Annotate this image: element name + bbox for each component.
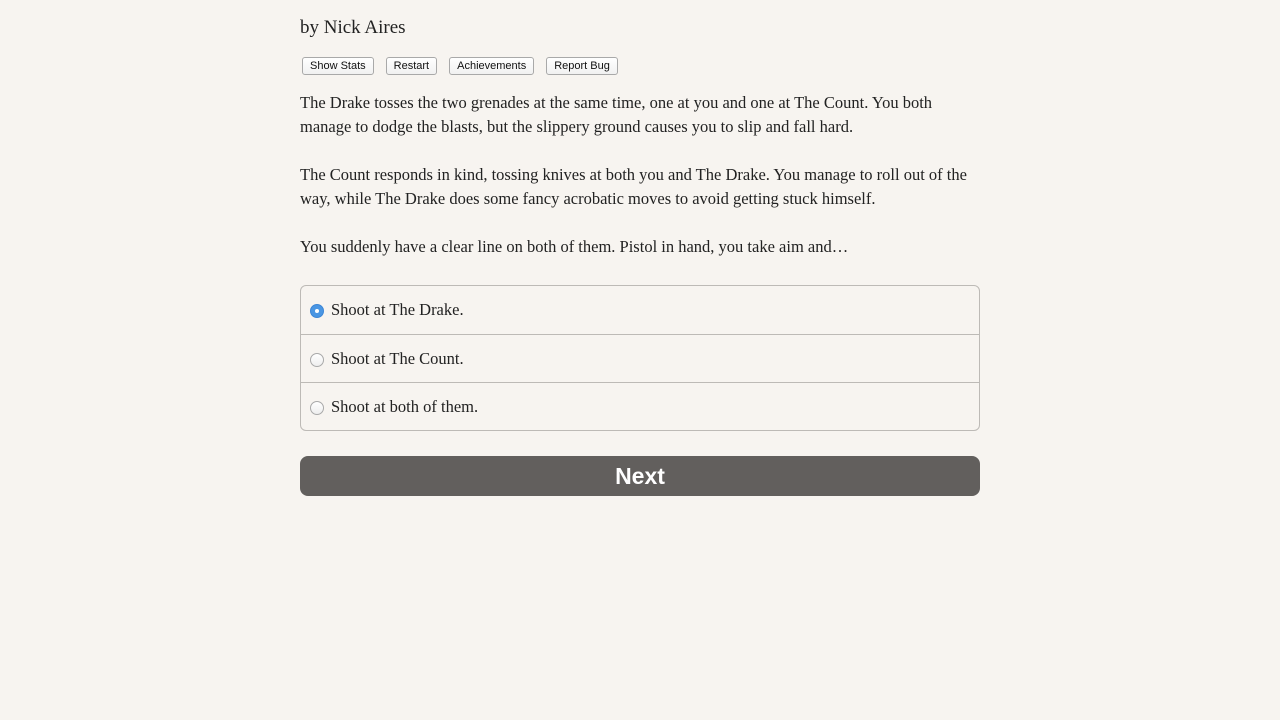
- choice-label: Shoot at both of them.: [331, 396, 479, 416]
- choice-label: Shoot at The Drake.: [331, 300, 464, 319]
- choice-option-shoot-both[interactable]: [301, 382, 979, 430]
- story-text: [300, 91, 980, 283]
- next-button[interactable]: Next: [300, 456, 980, 496]
- radio-selected-icon[interactable]: [310, 304, 324, 318]
- story-paragraph: You suddenly have a clear line on both of them. Pistol in hand, you take aim and…: [300, 237, 849, 256]
- toolbar: [302, 57, 618, 75]
- choice-label: Shoot at The Count.: [331, 348, 464, 368]
- restart-button[interactable]: Restart: [386, 57, 437, 75]
- author-byline: by Nick Aires: [300, 17, 406, 38]
- show-stats-button[interactable]: Show Stats: [302, 57, 374, 75]
- radio-unselected-icon[interactable]: [310, 353, 324, 367]
- choice-option-shoot-drake[interactable]: [301, 286, 979, 334]
- choice-list: [300, 285, 980, 431]
- report-bug-button[interactable]: Report Bug: [546, 57, 618, 75]
- story-paragraph: The Count responds in kind, tossing knives at both you and The Drake. You manage to roll out of the way, while The Drake does some fancy acrobatic moves to avoid getting stuck himself.: [300, 165, 967, 208]
- story-paragraph: The Drake tosses the two grenades at the same time, one at you and one at The Count. You both manage to dodge the blasts, but the slippery ground causes you to slip and fall hard.: [300, 93, 933, 136]
- radio-unselected-icon[interactable]: [310, 401, 324, 415]
- achievements-button[interactable]: Achievements: [449, 57, 534, 75]
- choice-option-shoot-count[interactable]: [301, 334, 979, 382]
